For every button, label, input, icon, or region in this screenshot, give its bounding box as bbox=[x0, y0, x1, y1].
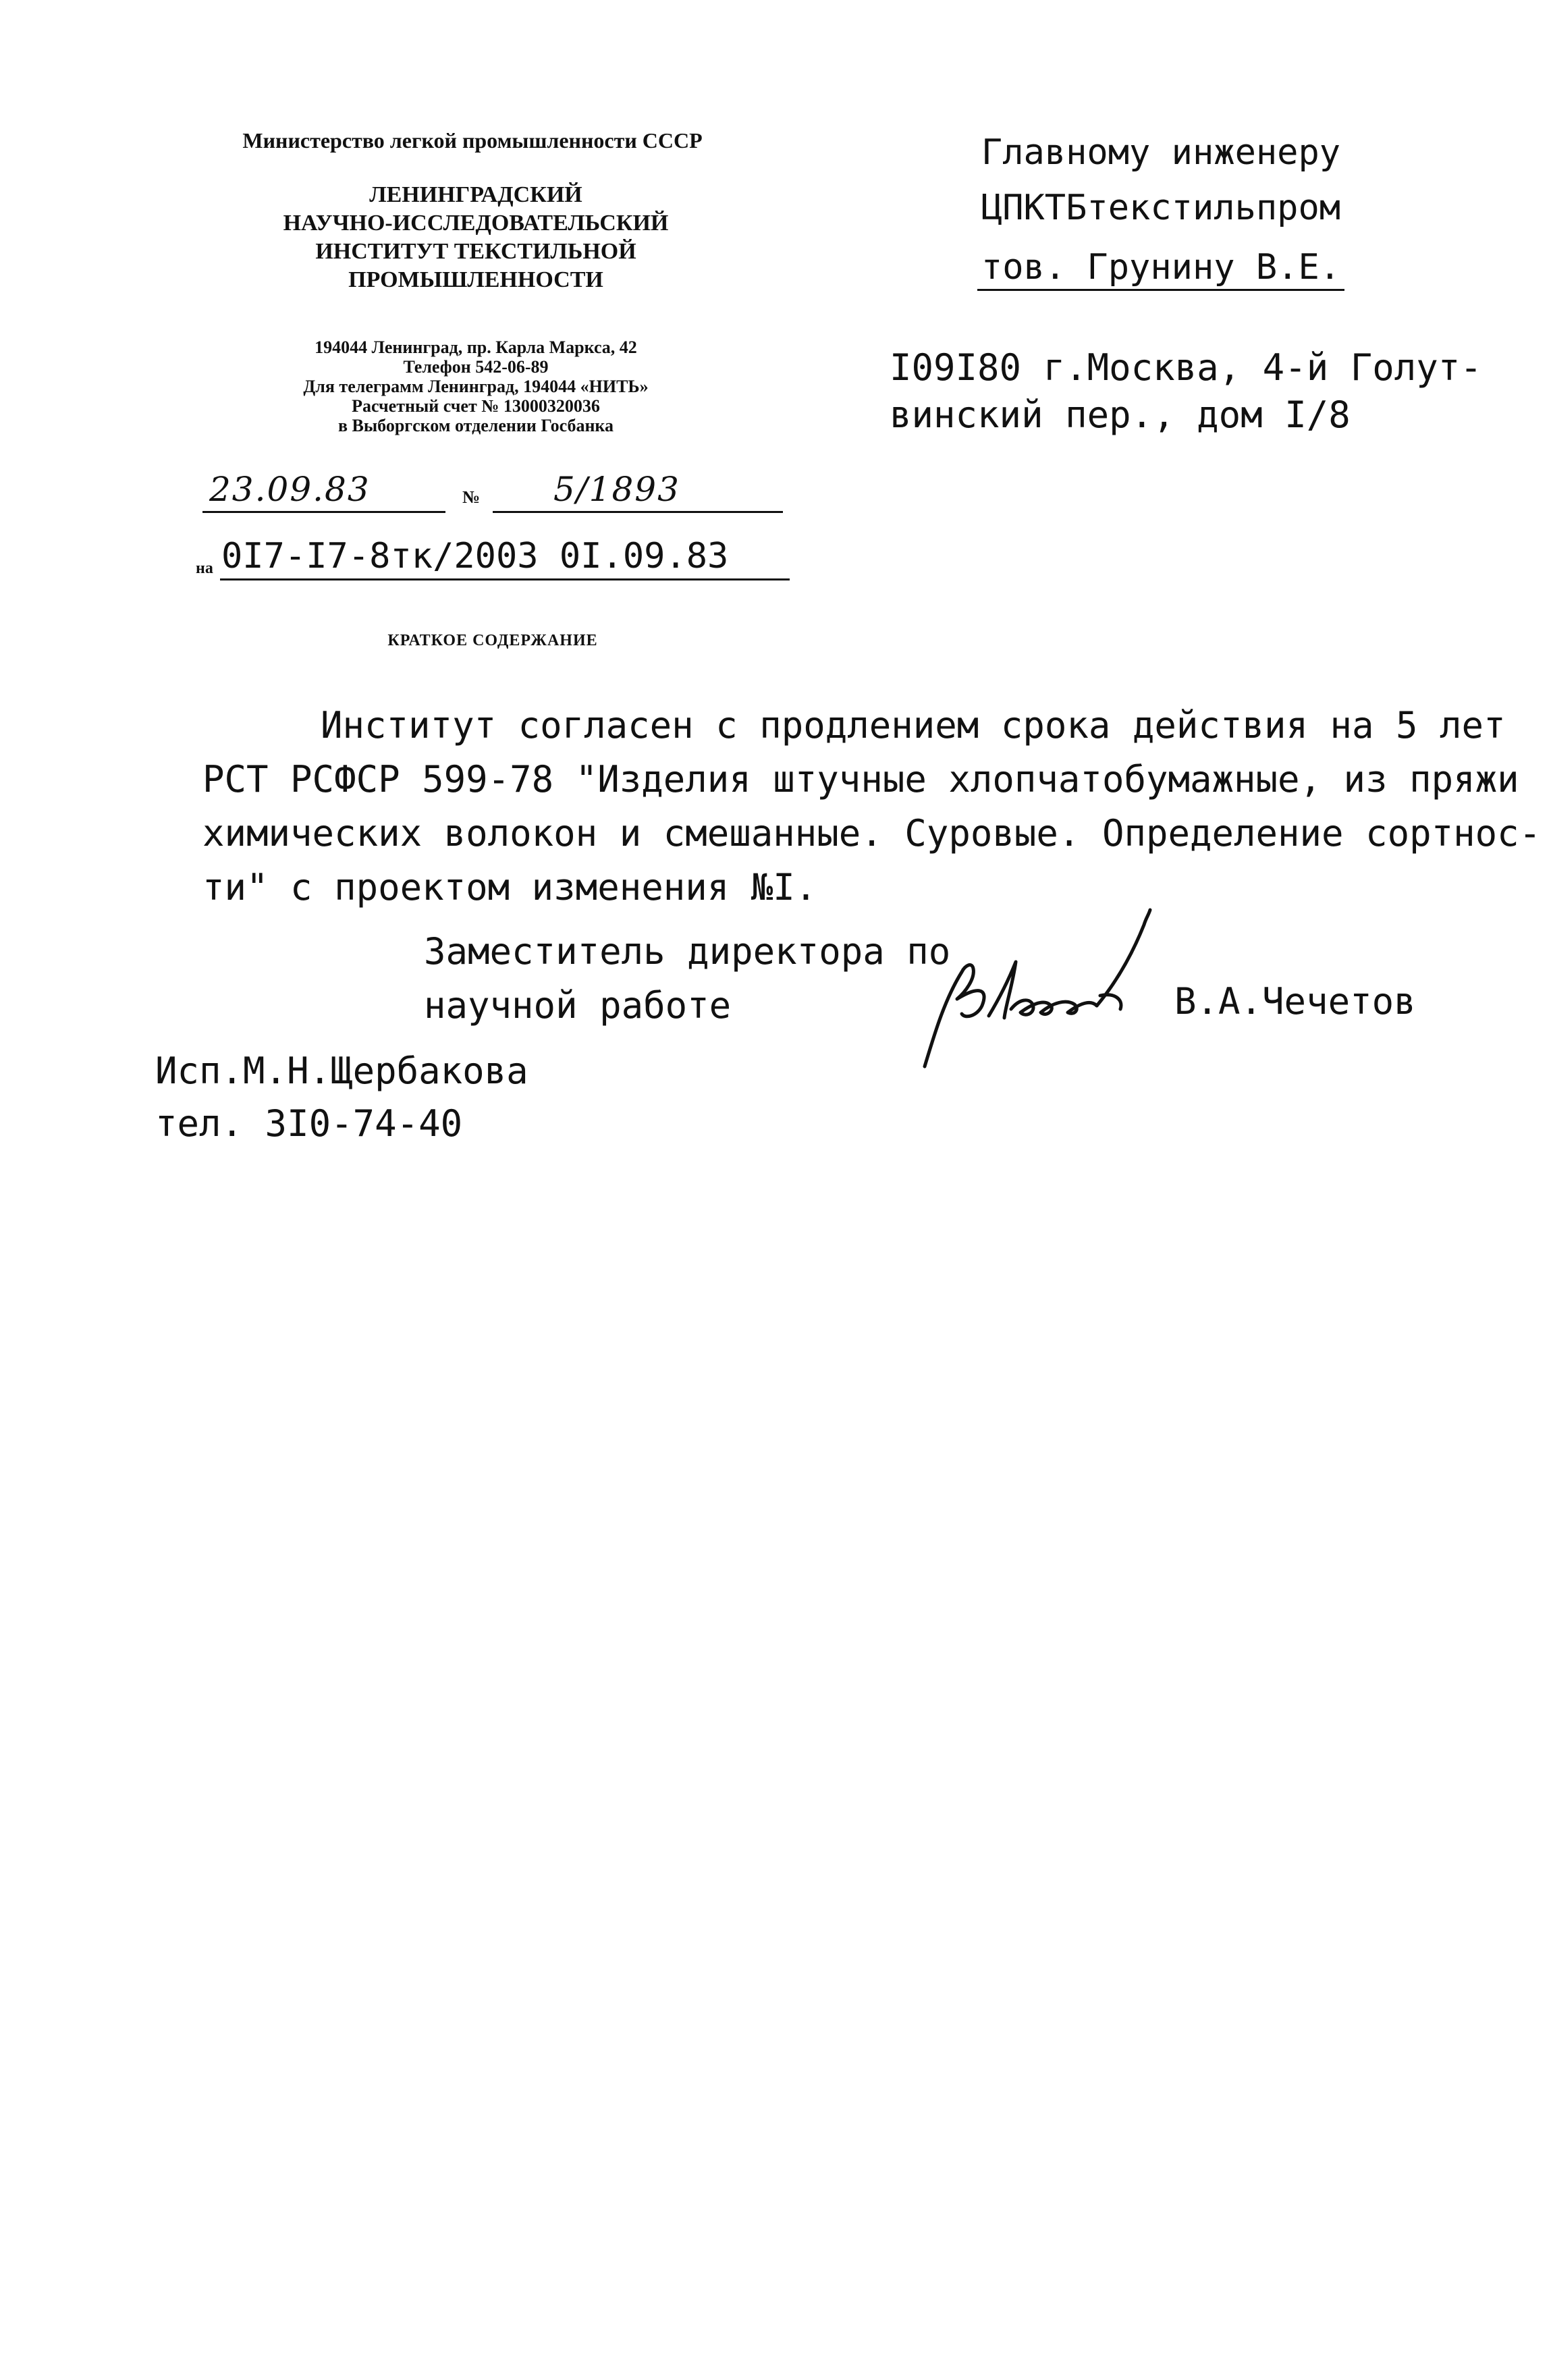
reply-to-reference: 0I7-I7-8тк/2003 0I.09.83 bbox=[221, 536, 729, 576]
outgoing-number: 5/1893 bbox=[553, 470, 680, 509]
date-rule bbox=[202, 511, 445, 513]
letter-body bbox=[202, 699, 1542, 915]
institute-name-line: НАУЧНО-ИССЛЕДОВАТЕЛЬСКИЙ bbox=[283, 211, 669, 236]
institute-address-line: Телефон 542-06-89 bbox=[403, 357, 549, 377]
body-line: РСТ РСФСР 599-78 "Изделия штучные хлопчатобумажные, из пряжи bbox=[202, 758, 1519, 801]
number-sign: № bbox=[462, 487, 481, 507]
body-line: ти" с проектом изменения №I. bbox=[202, 866, 817, 909]
institute-address-line: 194044 Ленинград, пр. Карла Маркса, 42 bbox=[315, 337, 637, 357]
body-line: химических волокон и смешанные. Суровые. Определение сортнос- bbox=[202, 812, 1542, 855]
recipient-address-line: винский пер., дом I/8 bbox=[890, 394, 1351, 436]
recipient-address-line: I09I80 г.Москва, 4-й Голут- bbox=[890, 346, 1482, 389]
executor-phone: тел. 3I0-74-40 bbox=[155, 1102, 463, 1145]
executor-block bbox=[155, 1045, 528, 1150]
handwritten-signature bbox=[898, 898, 1181, 1087]
institute-address bbox=[216, 337, 736, 435]
recipient-organization: ЦПКТБтекстильпром bbox=[981, 188, 1341, 228]
outgoing-date: 23.09.83 bbox=[209, 470, 371, 509]
outgoing-reference bbox=[202, 472, 783, 513]
institute-name-line: ЛЕНИНГРАДСКИЙ bbox=[369, 182, 582, 207]
signatory-title-line: Заместитель директора по bbox=[424, 930, 951, 973]
reply-prefix: на bbox=[196, 560, 213, 577]
summary-heading: КРАТКОЕ СОДЕРЖАНИЕ bbox=[387, 632, 598, 649]
reply-rule bbox=[220, 578, 790, 580]
signatory-name: В.А.Чечетов bbox=[1174, 980, 1416, 1023]
recipient-position: Главному инженеру bbox=[981, 132, 1341, 173]
institute-address-line: в Выборгском отделении Госбанка bbox=[337, 416, 614, 435]
recipient-address bbox=[890, 344, 1497, 439]
recipient-block bbox=[952, 125, 1370, 295]
signatory-title-line: научной работе bbox=[424, 984, 732, 1027]
institute-name bbox=[216, 181, 736, 294]
institute-address-line: Для телеграмм Ленинград, 194044 «НИТЬ» bbox=[303, 377, 649, 396]
number-rule bbox=[493, 511, 783, 513]
signatory-title bbox=[424, 925, 950, 1033]
institute-address-line: Расчетный счет № 13000320036 bbox=[352, 396, 600, 416]
executor-name: Исп.М.Н.Щербакова bbox=[155, 1050, 528, 1092]
recipient-name: тов. Грунину В.Е. bbox=[977, 246, 1344, 291]
institute-name-line: ИНСТИТУТ ТЕКСТИЛЬНОЙ bbox=[315, 239, 636, 264]
body-line: Институт согласен с продлением срока действия на 5 лет bbox=[321, 704, 1506, 747]
ministry-name: Министерство легкой промышленности СССР bbox=[242, 128, 703, 153]
institute-name-line: ПРОМЫШЛЕННОСТИ bbox=[348, 267, 603, 292]
incoming-reference bbox=[196, 533, 790, 580]
